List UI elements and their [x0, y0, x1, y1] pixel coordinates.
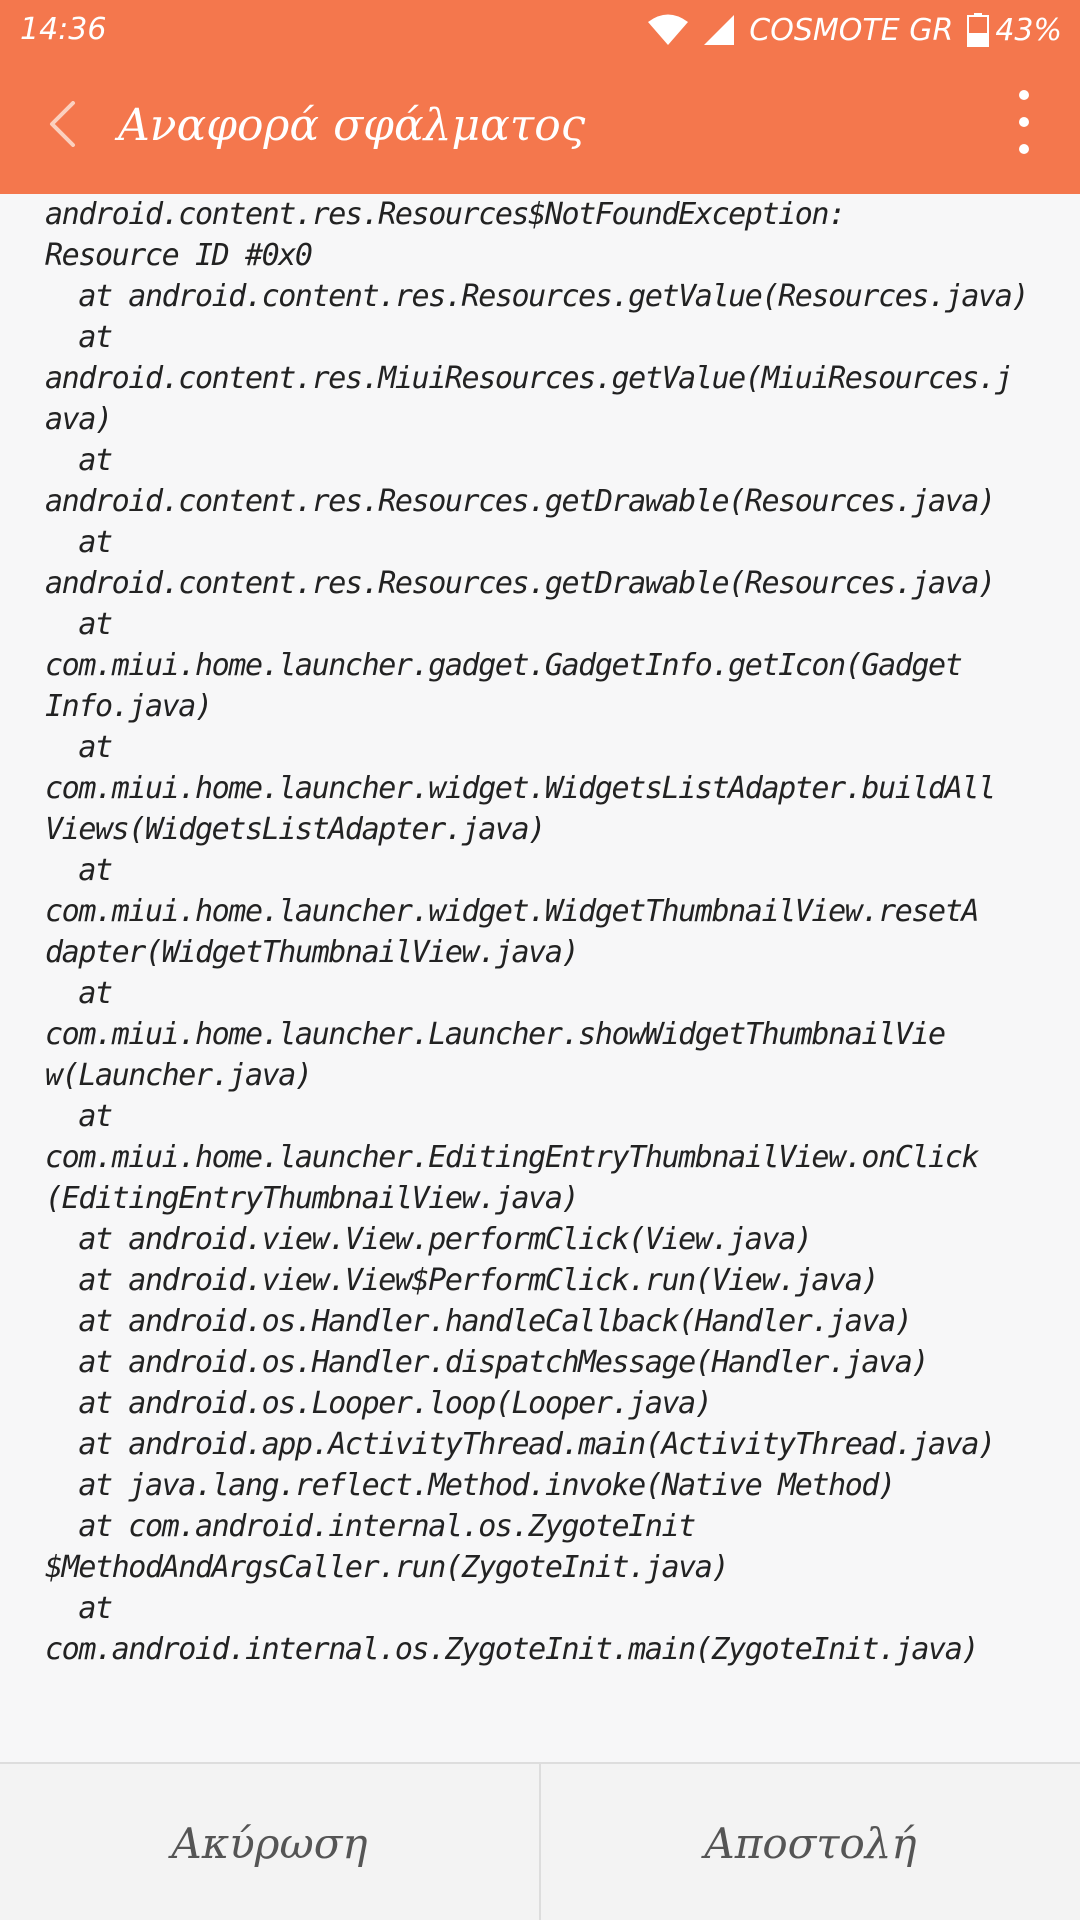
footer-actions — [0, 1762, 1080, 1920]
battery-percent: 43% — [995, 12, 1062, 48]
battery-fill — [969, 33, 987, 45]
status-time: 14:36 — [20, 12, 107, 47]
back-button[interactable] — [34, 94, 90, 158]
more-vertical-icon — [1019, 90, 1029, 100]
chevron-left-icon — [48, 101, 76, 151]
cancel-button[interactable]: Ακύρωση — [171, 1818, 368, 1868]
header — [0, 0, 1080, 194]
cell-signal-icon — [703, 14, 735, 46]
stack-trace-text: android.content.res.Resources$NotFoundException: Resource ID #0x0 at android.content.res.Resources.getValue(Resources.java) at android.content.res.MiuiResources.getValue(MiuiResources.j ava) at android.content.res.Resources.getDrawable(Resources.java) at android.content.res.Resources.getDrawable(Resources.java) at com.miui.home.launcher.gadget.GadgetInfo.getIcon(Gadget Info.java) at com.miui.home.launcher.widget.WidgetsListAdapter.buildAll Views(WidgetsListAdapter.java) at com.miui.home.launcher.widget.WidgetThumbnailView.resetA dapter(WidgetThumbnailView.java) at com.miui.home.launcher.Launcher.showWidgetThumbnailVie w(Launcher.java) at com.miui.home.launcher.EditingEntryThumbnailView.onClick (EditingEntryThumbnailView.java) at android.view.View.performClick(View.java) at android.view.View$PerformClick.run(View.java) at android.os.Handler.handleCallback(Handler.java) at android.os.Handler.dispatchMessage(Handler.java) at android.os.Looper.loop(Looper.java) at android.app.ActivityThread.main(ActivityThread.java) at java.lang.reflect.Method.invoke(Native Method) at com.android.internal.os.ZygoteInit $MethodAndArgsCaller.run(ZygoteInit.java) at com.android.internal.os.ZygoteInit.main(ZygoteInit.java) — [45, 197, 1029, 1667]
carrier-name: COSMOTE GR — [749, 12, 954, 48]
page-title: Αναφορά σφάλματος — [118, 100, 586, 151]
wifi-icon — [647, 14, 689, 46]
battery-indicator — [967, 13, 1062, 48]
battery-icon — [967, 13, 989, 47]
send-button[interactable]: Αποστολή — [704, 1818, 917, 1868]
app-bar — [0, 62, 1080, 194]
status-indicators — [647, 10, 1062, 50]
more-vertical-icon-dot — [1019, 117, 1029, 127]
more-vertical-icon-dot — [1019, 144, 1029, 154]
overflow-menu-button[interactable] — [1012, 90, 1036, 154]
error-log-scroll[interactable] — [0, 194, 1080, 1762]
status-bar — [0, 0, 1080, 62]
